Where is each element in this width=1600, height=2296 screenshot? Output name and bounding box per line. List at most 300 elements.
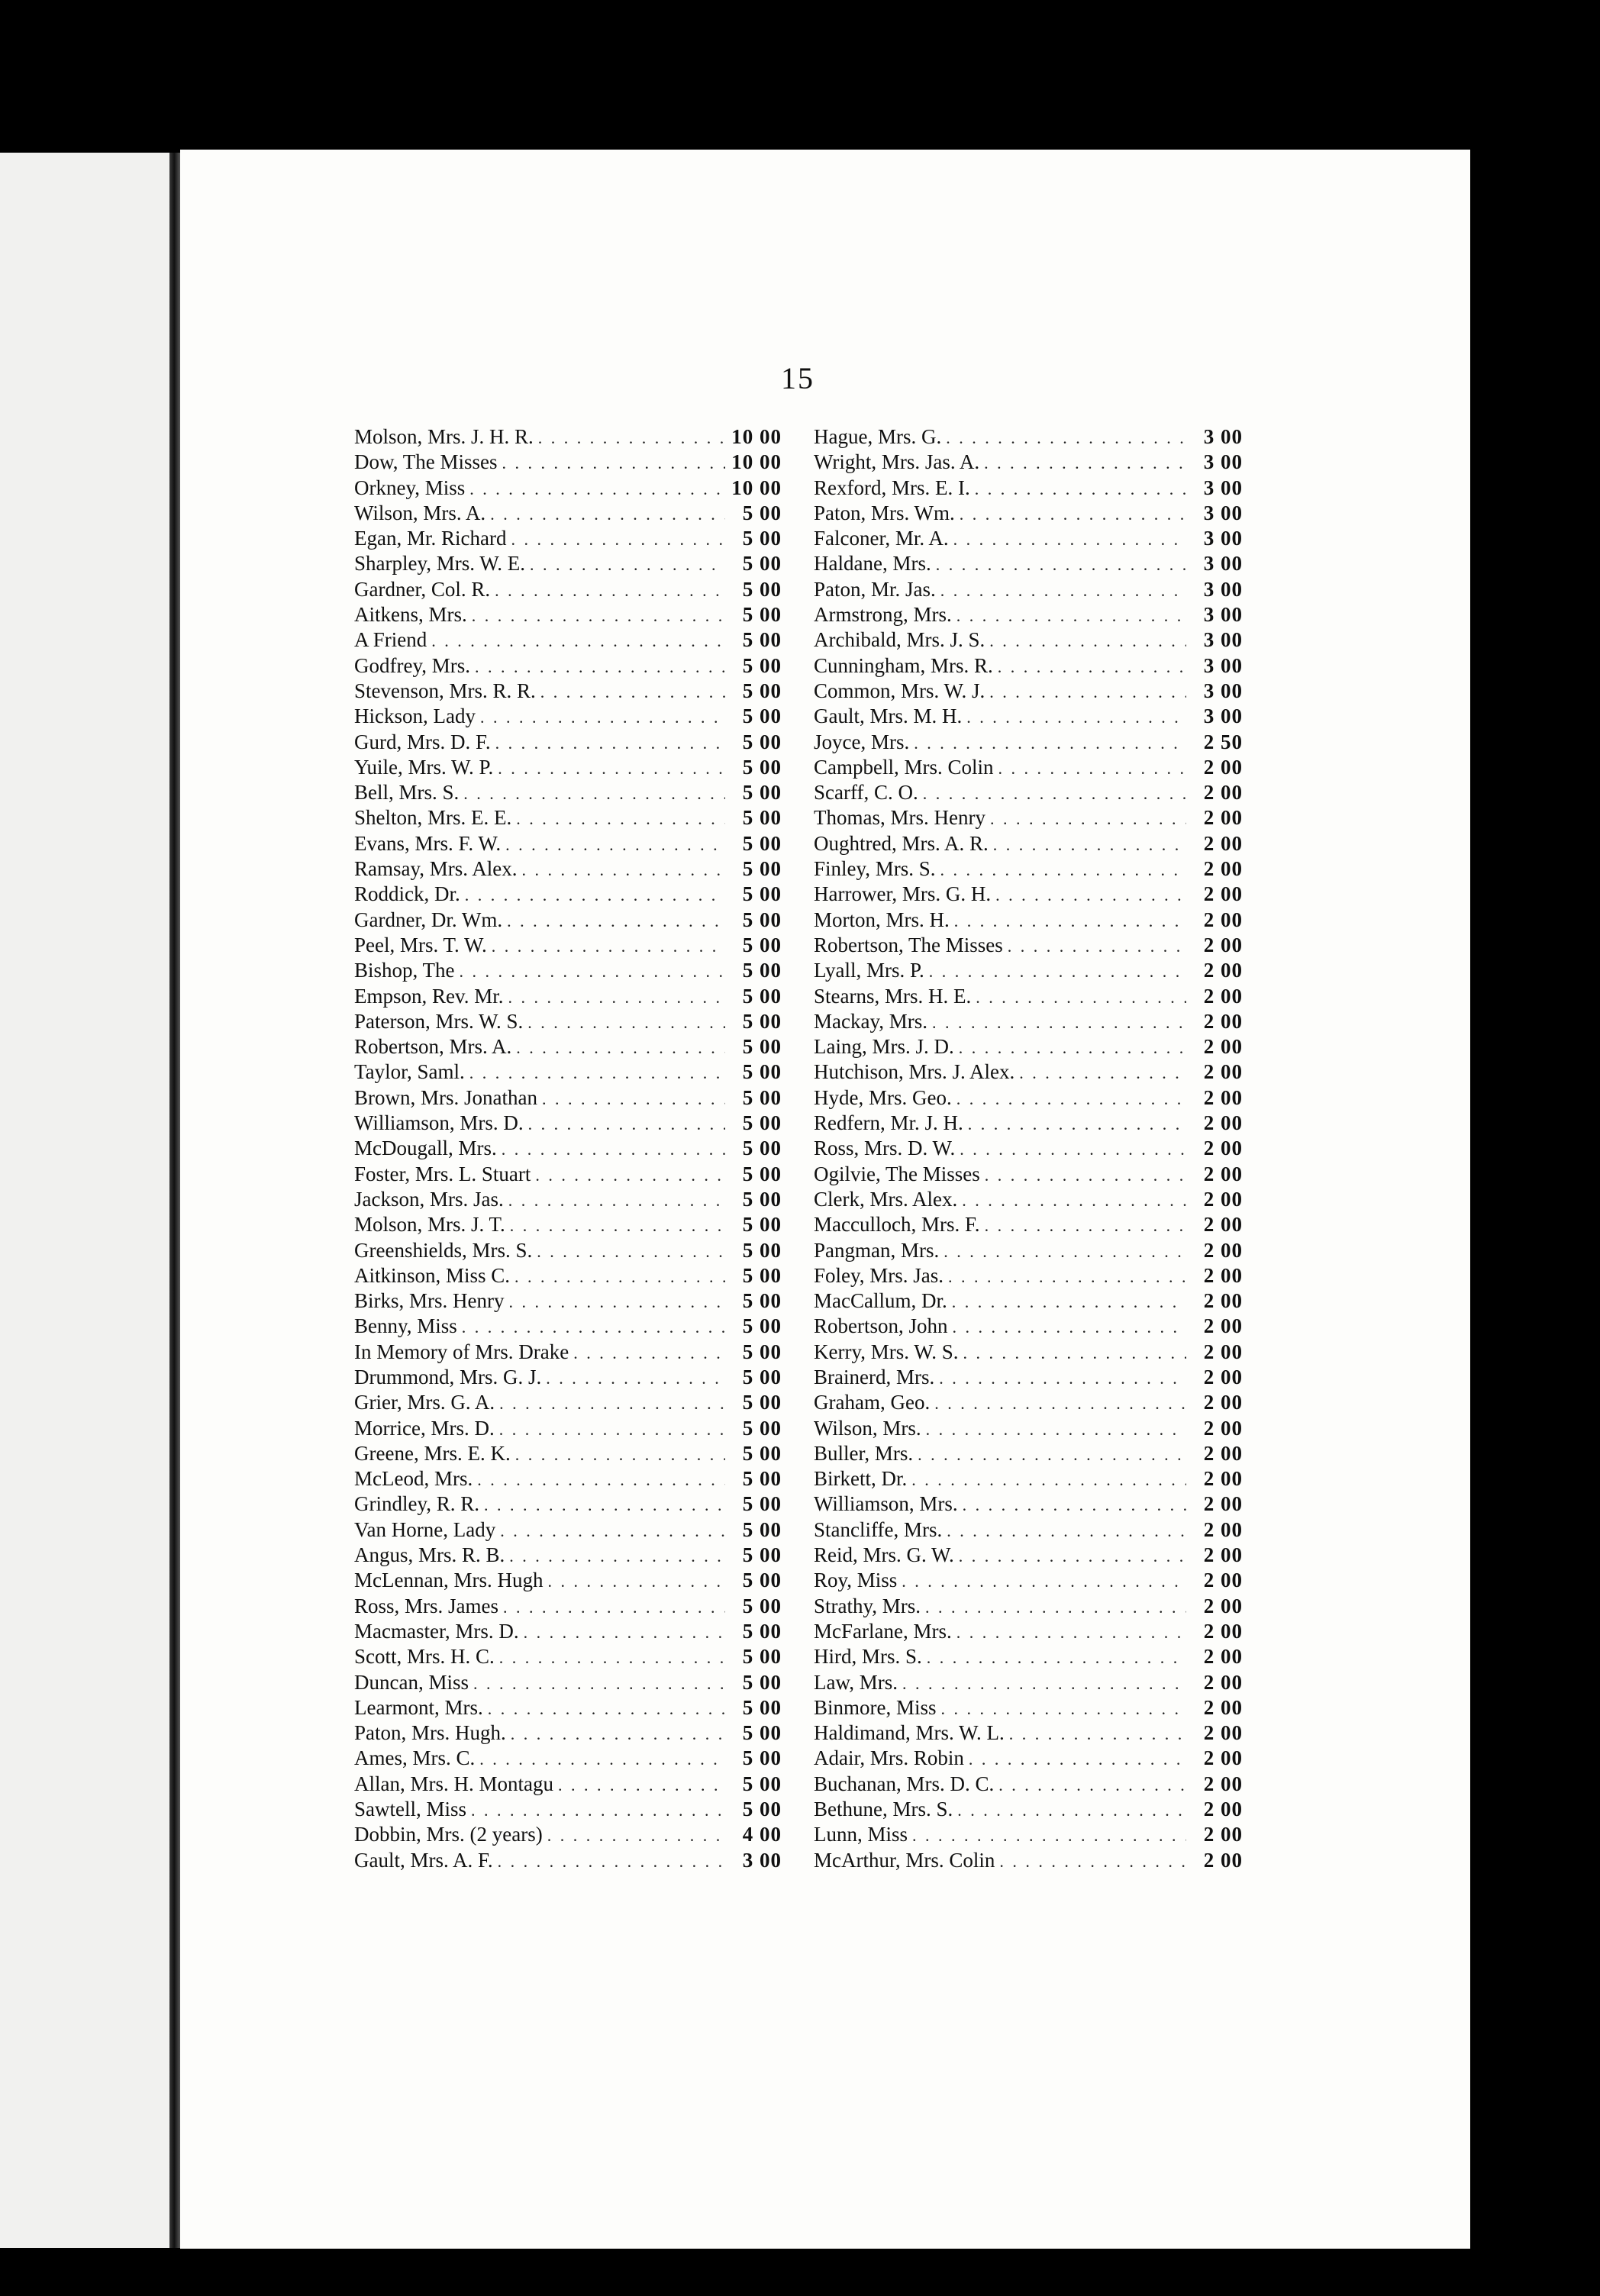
subscription-amount: 5 00: [742, 1009, 782, 1033]
subscriber-entry: [814, 1009, 1243, 1034]
subscription-amount: 3 00: [1203, 552, 1243, 576]
subscriber-name: Benny, Miss: [354, 1314, 457, 1338]
subscriber-name: Paterson, Mrs. W. S.: [354, 1009, 524, 1033]
subscriber-name: Rexford, Mrs. E. I.: [814, 476, 970, 499]
subscriber-name: Macmaster, Mrs. D.: [354, 1619, 519, 1643]
dot-leader: [934, 1391, 1186, 1416]
dot-leader: [509, 1289, 726, 1314]
dot-leader: [963, 1492, 1186, 1517]
subscriber-name: Kerry, Mrs. W. S.: [814, 1340, 959, 1363]
subscription-amount: 10 00: [731, 476, 782, 499]
subscriber-entry: [814, 1848, 1243, 1873]
subscriber-name: Molson, Mrs. J. H. R.: [354, 425, 534, 448]
subscription-amount: 2 00: [1203, 1746, 1243, 1770]
subscription-amount: 3 00: [1203, 476, 1243, 499]
subscriber-name: Scott, Mrs. H. C.: [354, 1645, 495, 1669]
subscription-amount: 2 00: [1203, 1543, 1243, 1567]
subscriber-entry: [354, 1594, 782, 1619]
dot-leader: [473, 1671, 725, 1696]
subscriber-name: Lyall, Mrs. P.: [814, 959, 924, 982]
subscriber-name: Buller, Mrs.: [814, 1441, 914, 1465]
subscriber-entry: [814, 1568, 1243, 1593]
dot-leader: [503, 1595, 725, 1620]
subscription-amount: 2 00: [1203, 1314, 1243, 1338]
subscriber-name: Molson, Mrs. J. T.: [354, 1213, 505, 1237]
subscriber-entry: [354, 1034, 782, 1059]
subscription-amount: 5 00: [742, 1670, 782, 1694]
subscription-amount: 2 00: [1203, 1823, 1243, 1846]
subscriber-entry: [814, 1644, 1243, 1669]
subscriber-entry: [354, 1695, 782, 1720]
subscriber-name: Drummond, Mrs. G. J.: [354, 1365, 542, 1388]
subscription-amount: 2 00: [1203, 1162, 1243, 1185]
subscription-amount: 5 00: [742, 1569, 782, 1592]
subscriber-name: Common, Mrs. W. J.: [814, 679, 985, 702]
subscriber-entry: [814, 1187, 1243, 1212]
dot-leader: [498, 756, 725, 781]
subscription-amount: 5 00: [742, 1391, 782, 1414]
subscriber-name: Morton, Mrs. H.: [814, 908, 950, 931]
dot-leader: [929, 959, 1186, 984]
subscriber-entry: [814, 780, 1243, 805]
subscriber-entry: [354, 730, 782, 755]
dot-leader: [969, 1746, 1186, 1772]
subscription-amount: 5 00: [742, 1187, 782, 1211]
subscriber-entry: [814, 1136, 1243, 1161]
subscriber-entry: [354, 1365, 782, 1390]
subscriber-entry: [354, 1212, 782, 1237]
subscriber-entry: [814, 1263, 1243, 1288]
subscriber-name: Ramsay, Mrs. Alex.: [354, 857, 518, 881]
subscription-amount: 2 00: [1203, 1289, 1243, 1313]
subscriber-entry: [814, 730, 1243, 755]
dot-leader: [966, 705, 1186, 730]
subscription-amount: 2 00: [1203, 1594, 1243, 1617]
subscription-amount: 2 00: [1203, 1365, 1243, 1388]
subscriber-name: Campbell, Mrs. Colin: [814, 755, 994, 779]
subscription-amount: 5 00: [742, 831, 782, 855]
subscription-amount: 2 00: [1203, 1695, 1243, 1719]
subscriber-entry: [354, 856, 782, 882]
subscription-amount: 2 00: [1203, 1187, 1243, 1211]
subscription-amount: 3 00: [1203, 628, 1243, 652]
subscription-amount: 10 00: [731, 450, 782, 474]
subscriber-entry: [814, 882, 1243, 907]
subscriber-name: Duncan, Miss: [354, 1670, 469, 1694]
subscriber-entry: [354, 984, 782, 1009]
subscriber-entry: [354, 1568, 782, 1593]
subscriber-name: Gault, Mrs. M. H.: [814, 705, 963, 728]
subscriber-name: Mackay, Mrs.: [814, 1009, 927, 1033]
subscription-amount: 3 00: [1203, 679, 1243, 702]
subscription-amount: 5 00: [742, 552, 782, 576]
subscriber-name: Robertson, John: [814, 1314, 948, 1338]
subscription-amount: 5 00: [742, 1085, 782, 1109]
subscription-amount: 5 00: [742, 653, 782, 677]
dot-leader: [516, 806, 725, 831]
subscriber-entry: [814, 704, 1243, 729]
dot-leader: [1019, 1060, 1186, 1085]
subscriber-entry: [814, 856, 1243, 882]
subscriber-name: Lunn, Miss: [814, 1823, 908, 1846]
dot-leader: [940, 578, 1186, 603]
dot-leader: [975, 476, 1186, 501]
subscriber-name: Archibald, Mrs. J. S.: [814, 628, 985, 652]
subscription-amount: 5 00: [742, 1060, 782, 1084]
dot-leader: [925, 1595, 1186, 1620]
subscription-amount: 5 00: [742, 1289, 782, 1313]
subscriber-name: Roddick, Dr.: [354, 882, 460, 906]
subscriber-name: Taylor, Saml.: [354, 1060, 465, 1084]
subscriber-entry: [354, 627, 782, 653]
subscriber-name: Haldane, Mrs.: [814, 552, 931, 576]
subscriber-entry: [814, 755, 1243, 780]
subscriber-name: Gardner, Dr. Wm.: [354, 908, 503, 931]
subscriber-name: Hird, Mrs. S.: [814, 1645, 922, 1669]
dot-leader: [993, 832, 1186, 857]
dot-leader: [527, 1010, 725, 1035]
dot-leader: [914, 730, 1186, 756]
subscriber-entry: [814, 526, 1243, 551]
dot-leader: [932, 1010, 1186, 1035]
subscription-amount: 5 00: [742, 1365, 782, 1388]
subscriber-name: Laing, Mrs. J. D.: [814, 1035, 954, 1059]
subscriber-name: Birks, Mrs. Henry: [354, 1289, 505, 1313]
dot-leader: [469, 1060, 725, 1085]
subscriber-entry: [814, 1491, 1243, 1517]
dot-leader: [540, 679, 725, 705]
subscriber-name: Gurd, Mrs. D. F.: [354, 730, 491, 753]
subscriber-entry: [814, 1619, 1243, 1644]
dot-leader: [530, 552, 725, 577]
dot-leader: [499, 1391, 725, 1416]
dot-leader: [516, 1035, 725, 1060]
subscription-amount: 2 00: [1203, 781, 1243, 805]
subscription-amount: 5 00: [742, 1162, 782, 1185]
subscription-amount: 5 00: [742, 603, 782, 627]
subscriber-entry: [354, 755, 782, 780]
subscription-amount: 2 00: [1203, 1645, 1243, 1669]
subscription-amount: 2 00: [1203, 1848, 1243, 1872]
subscription-amount: 2 00: [1203, 1670, 1243, 1694]
subscriber-name: Ross, Mrs. D. W.: [814, 1137, 956, 1160]
dot-leader: [431, 628, 725, 653]
dot-leader: [941, 1696, 1186, 1721]
dot-leader: [479, 1746, 725, 1772]
subscription-amount: 2 00: [1203, 1035, 1243, 1059]
subscriber-name: Godfrey, Mrs.: [354, 653, 470, 677]
dot-leader: [505, 832, 725, 857]
subscriber-entry: [354, 1797, 782, 1822]
subscriber-name: Jackson, Mrs. Jas.: [354, 1187, 504, 1211]
dot-leader: [956, 1620, 1186, 1645]
subscription-amount: 4 00: [742, 1823, 782, 1846]
subscriber-name: Stevenson, Mrs. R. R.: [354, 679, 536, 702]
subscriber-name: Clerk, Mrs. Alex.: [814, 1187, 958, 1211]
subscriber-entry: [814, 653, 1243, 679]
subscriber-name: Empson, Rev. Mr.: [354, 984, 504, 1008]
subscriber-name: Adair, Mrs. Robin: [814, 1746, 964, 1770]
subscriber-entry: [814, 1365, 1243, 1390]
subscriber-name: McDougall, Mrs.: [354, 1137, 497, 1160]
subscription-amount: 5 00: [742, 1467, 782, 1491]
dot-leader: [480, 705, 725, 730]
subscriber-entry: [814, 831, 1243, 856]
subscriber-entry: [814, 933, 1243, 958]
subscriber-name: McArthur, Mrs. Colin: [814, 1848, 995, 1872]
subscriber-entry: [814, 679, 1243, 704]
subscriber-entry: [814, 1517, 1243, 1543]
subscriber-name: Birkett, Dr.: [814, 1467, 908, 1491]
dot-leader: [542, 1086, 725, 1111]
subscriber-name: Bell, Mrs. S.: [354, 781, 460, 805]
dot-leader: [495, 730, 725, 756]
subscriber-name: Roy, Miss: [814, 1569, 898, 1592]
subscriber-entry: [814, 1059, 1243, 1085]
subscriber-entry: [814, 551, 1243, 576]
subscriber-entry: [354, 1720, 782, 1746]
subscriber-list-left: [354, 424, 782, 1873]
dot-leader: [952, 1289, 1186, 1314]
subscriber-entry: [814, 984, 1243, 1009]
subscriber-name: Pangman, Mrs.: [814, 1238, 940, 1262]
subscriber-name: Hickson, Lady: [354, 705, 476, 728]
subscription-amount: 5 00: [742, 781, 782, 805]
subscription-amount: 5 00: [742, 1517, 782, 1541]
subscription-amount: 5 00: [742, 1238, 782, 1262]
subscriber-entry: [354, 1416, 782, 1441]
subscriber-entry: [814, 1441, 1243, 1466]
subscriber-entry: [814, 908, 1243, 933]
subscriber-name: Evans, Mrs. F. W.: [354, 831, 502, 855]
dot-leader: [995, 882, 1186, 908]
subscription-amount: 2 00: [1203, 1009, 1243, 1033]
dot-leader: [469, 476, 725, 501]
subscription-amount: 3 00: [1203, 450, 1243, 474]
subscriber-entry: [354, 1085, 782, 1111]
subscriber-name: Hyde, Mrs. Geo.: [814, 1085, 952, 1109]
subscriber-entry: [814, 501, 1243, 526]
subscriber-entry: [354, 1644, 782, 1669]
subscription-amount: 2 00: [1203, 1213, 1243, 1237]
subscriber-entry: [354, 1136, 782, 1161]
subscription-amount: 2 00: [1203, 1772, 1243, 1795]
subscriber-name: McFarlane, Mrs.: [814, 1619, 952, 1643]
subscription-amount: 2 00: [1203, 1340, 1243, 1363]
subscriber-entry: [354, 450, 782, 475]
dot-leader: [508, 985, 726, 1010]
subscriber-entry: [354, 526, 782, 551]
dot-leader: [547, 1823, 725, 1848]
subscription-amount: 5 00: [742, 1492, 782, 1516]
dot-leader: [985, 1163, 1186, 1188]
subscription-amount: 2 00: [1203, 1137, 1243, 1160]
subscriber-entry: [354, 1466, 782, 1491]
dot-leader: [939, 1366, 1186, 1391]
subscriber-entry: [814, 577, 1243, 602]
subscription-amount: 2 00: [1203, 1263, 1243, 1287]
dot-leader: [471, 1798, 725, 1823]
subscription-amount: 3 00: [1203, 425, 1243, 448]
subscriber-name: Sharpley, Mrs. W. E.: [354, 552, 525, 576]
dot-leader: [538, 425, 725, 450]
subscriber-entry: [354, 1848, 782, 1873]
subscription-amount: 2 00: [1203, 1441, 1243, 1465]
subscriber-name: Stancliffe, Mrs.: [814, 1517, 943, 1541]
dot-leader: [515, 1442, 725, 1467]
subscriber-entry: [814, 1822, 1243, 1847]
dot-leader: [537, 1239, 725, 1264]
dot-leader: [510, 1213, 725, 1238]
subscription-amount: 5 00: [742, 705, 782, 728]
subscriber-name: Scarff, C. O.: [814, 781, 918, 805]
subscription-amount: 10 00: [731, 425, 782, 448]
subscription-amount: 2 00: [1203, 908, 1243, 931]
dot-leader: [959, 1035, 1186, 1060]
subscription-amount: 2 00: [1203, 755, 1243, 779]
subscriber-name: MacCallum, Dr.: [814, 1289, 947, 1313]
subscriber-name: Brainerd, Mrs.: [814, 1365, 935, 1388]
subscription-amount: 5 00: [742, 933, 782, 956]
dot-leader: [511, 1721, 725, 1746]
dot-leader: [498, 1849, 725, 1874]
subscriber-name: Reid, Mrs. G. W.: [814, 1543, 954, 1567]
dot-leader: [940, 857, 1186, 882]
subscriber-entry: [354, 1340, 782, 1365]
subscriber-entry: [814, 1034, 1243, 1059]
subscription-amount: 3 00: [1203, 603, 1243, 627]
dot-leader: [463, 781, 725, 806]
subscriber-entry: [814, 450, 1243, 475]
subscription-amount: 2 00: [1203, 1492, 1243, 1516]
subscription-amount: 5 00: [742, 1746, 782, 1770]
subscriber-name: Law, Mrs.: [814, 1670, 898, 1694]
subscriber-name: Buchanan, Mrs. D. C.: [814, 1772, 995, 1795]
dot-leader: [946, 425, 1186, 450]
dot-leader: [499, 1417, 725, 1442]
dot-leader: [902, 1671, 1186, 1696]
subscriber-name: Cunningham, Mrs. R.: [814, 653, 993, 677]
subscription-amount: 5 00: [742, 1111, 782, 1135]
subscriber-name: Gardner, Col. R.: [354, 577, 491, 601]
dot-leader: [953, 1314, 1187, 1340]
subscriber-entry: [354, 1746, 782, 1771]
subscriber-name: Van Horne, Lady: [354, 1517, 496, 1541]
dot-leader: [502, 450, 726, 476]
subscriber-name: Hague, Mrs. G.: [814, 425, 942, 448]
dot-leader: [960, 1137, 1186, 1162]
dot-leader: [998, 756, 1187, 781]
dot-leader: [1009, 1721, 1186, 1746]
subscriber-entry: [354, 882, 782, 907]
subscriber-name: A Friend: [354, 628, 427, 652]
dot-leader: [507, 908, 725, 934]
subscription-amount: 5 00: [742, 1772, 782, 1795]
subscriber-entry: [814, 1670, 1243, 1695]
subscriber-name: Finley, Mrs. S.: [814, 857, 936, 881]
subscriber-entry: [814, 1772, 1243, 1797]
subscription-amount: 5 00: [742, 1619, 782, 1643]
subscription-amount: 2 00: [1203, 1569, 1243, 1592]
subscription-amount: 5 00: [742, 806, 782, 830]
dot-leader: [959, 1543, 1186, 1569]
subscription-amount: 2 00: [1203, 959, 1243, 982]
subscription-amount: 2 00: [1203, 984, 1243, 1008]
subscription-amount: 5 00: [742, 1594, 782, 1617]
subscription-amount: 5 00: [742, 857, 782, 881]
subscriber-entry: [814, 1390, 1243, 1415]
page-number: 15: [781, 361, 815, 395]
subscriber-entry: [354, 831, 782, 856]
dot-leader: [573, 1340, 725, 1366]
subscriber-name: Redfern, Mr. J. H.: [814, 1111, 963, 1135]
subscriber-entry: [354, 805, 782, 830]
dot-leader: [998, 654, 1186, 679]
subscriber-entry: [354, 1772, 782, 1797]
dot-leader: [926, 1417, 1186, 1442]
subscriber-name: Paton, Mrs. Wm.: [814, 501, 955, 524]
subscriber-name: Joyce, Mrs.: [814, 730, 910, 753]
subscriber-name: Strathy, Mrs.: [814, 1594, 921, 1617]
subscriber-entry: [354, 908, 782, 933]
subscriber-name: Bishop, The: [354, 959, 455, 982]
subscriber-entry: [354, 551, 782, 576]
subscription-amount: 5 00: [742, 1035, 782, 1059]
subscriber-entry: [354, 1009, 782, 1034]
subscription-amount: 2 00: [1203, 1619, 1243, 1643]
subscription-amount: 5 00: [742, 1263, 782, 1287]
subscriber-entry: [814, 1466, 1243, 1491]
dot-leader: [495, 578, 725, 603]
subscription-amount: 2 00: [1203, 1085, 1243, 1109]
dot-leader: [984, 450, 1186, 476]
subscription-amount: 2 00: [1203, 857, 1243, 881]
dot-leader: [989, 679, 1186, 705]
subscription-amount: 2 00: [1203, 1416, 1243, 1440]
subscriber-entry: [814, 627, 1243, 653]
subscription-amount: 5 00: [742, 1695, 782, 1719]
subscriber-entry: [354, 1238, 782, 1263]
subscriber-entry: [354, 1314, 782, 1339]
subscription-amount: 3 00: [1203, 577, 1243, 601]
subscriber-name: Robertson, Mrs. A.: [354, 1035, 512, 1059]
subscriber-entry: [354, 1187, 782, 1212]
subscription-amount: 5 00: [742, 959, 782, 982]
subscriber-name: Sawtell, Miss: [354, 1798, 467, 1821]
subscriber-name: Haldimand, Mrs. W. L.: [814, 1721, 1005, 1745]
subscriber-entry: [814, 1720, 1243, 1746]
subscription-amount: 5 00: [742, 628, 782, 652]
subscription-amount: 5 00: [742, 882, 782, 906]
dot-leader: [976, 985, 1186, 1010]
dot-leader: [499, 1645, 725, 1670]
subscriber-name: Brown, Mrs. Jonathan: [354, 1085, 537, 1109]
dot-leader: [465, 882, 725, 908]
subscriber-entry: [354, 933, 782, 958]
subscription-amount: 2 00: [1203, 1721, 1243, 1745]
dot-leader: [462, 1314, 725, 1340]
dot-leader: [509, 1543, 725, 1569]
subscription-amount: 2 00: [1203, 933, 1243, 956]
subscriber-name: Shelton, Mrs. E. E.: [354, 806, 512, 830]
subscriber-name: Williamson, Mrs. D.: [354, 1111, 524, 1135]
dot-leader: [927, 1645, 1186, 1670]
subscriber-name: Egan, Mr. Richard: [354, 527, 507, 550]
subscriber-name: Dow, The Misses: [354, 450, 498, 474]
subscriber-name: Ross, Mrs. James: [354, 1594, 499, 1617]
subscriber-entry: [814, 1340, 1243, 1365]
subscriber-entry: [814, 602, 1243, 627]
